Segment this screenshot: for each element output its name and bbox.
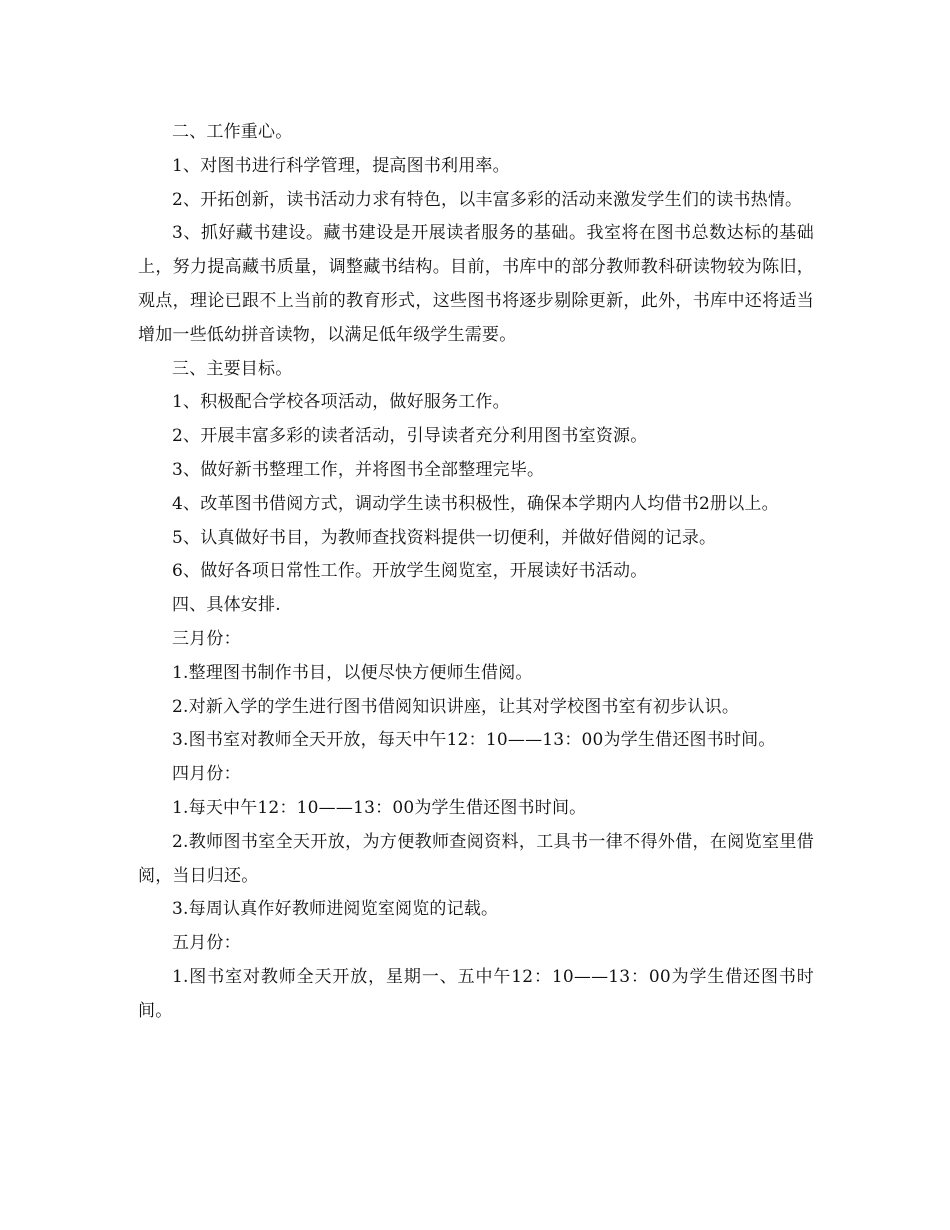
paragraph: 2.对新入学的学生进行图书借阅知识讲座，让其对学校图书室有初步认识。 bbox=[172, 696, 740, 717]
paragraph: 1.图书室对教师全天开放，星期一、五中午12：10——13：00为学生借还图书时间。 bbox=[138, 966, 814, 1021]
paragraph: 5、认真做好书目，为教师查找资料提供一切便利，并做好借阅的记录。 bbox=[172, 527, 717, 548]
paragraph: 1.每天中午12：10——13：00为学生借还图书时间。 bbox=[172, 797, 587, 818]
paragraph: 3.图书室对教师全天开放，每天中午12：10——13：00为学生借还图书时间。 bbox=[172, 730, 776, 751]
paragraph: 2.教师图书室全天开放，为方便教师查阅资料，工具书一律不得外借，在阅览室里借阅，当日归还。 bbox=[138, 831, 814, 886]
paragraph: 1、对图书进行科学管理，提高图书利用率。 bbox=[172, 155, 510, 176]
paragraph: 3、做好新书整理工作，并将图书全部整理完毕。 bbox=[172, 459, 545, 480]
paragraph: 2、开展丰富多彩的读者活动，引导读者充分利用图书室资源。 bbox=[172, 426, 648, 447]
paragraph: 2、开拓创新，读书活动力求有特色，以丰富多彩的活动来激发学生们的读书热情。 bbox=[172, 189, 803, 210]
paragraph: 3、抓好藏书建设。藏书建设是开展读者服务的基础。我室将在图书总数达标的基础上，努力提高藏书质量，调整藏书结构。目前，书库中的部分教师教科研读物较为陈旧，观点，理论已跟不上当前的教育形式，这些图书将逐步剔除更新，此外，书库中还将适当增加一些低幼拼音读物，以满足低年级学生需要。 bbox=[138, 223, 814, 345]
paragraph: 3.每周认真作好教师进阅览室阅览的记载。 bbox=[172, 899, 499, 920]
month-heading-may: 五月份： bbox=[172, 933, 241, 954]
month-heading-march: 三月份： bbox=[172, 628, 241, 649]
section-heading-main-goals: 三、主要目标。 bbox=[172, 358, 293, 379]
section-heading-work-focus: 二、工作重心。 bbox=[172, 122, 293, 142]
paragraph: 1.整理图书制作书目，以便尽快方便师生借阅。 bbox=[172, 662, 533, 683]
month-heading-april: 四月份： bbox=[172, 764, 241, 785]
section-heading-arrangements: 四、具体安排. bbox=[172, 595, 281, 616]
document-body bbox=[138, 116, 814, 1029]
paragraph: 4、改革图书借阅方式，调动学生读书积极性，确保本学期内人均借书2册以上。 bbox=[172, 493, 779, 514]
paragraph: 1、积极配合学校各项活动，做好服务工作。 bbox=[172, 392, 510, 413]
paragraph: 6、做好各项日常性工作。开放学生阅览室，开展读好书活动。 bbox=[172, 561, 648, 582]
